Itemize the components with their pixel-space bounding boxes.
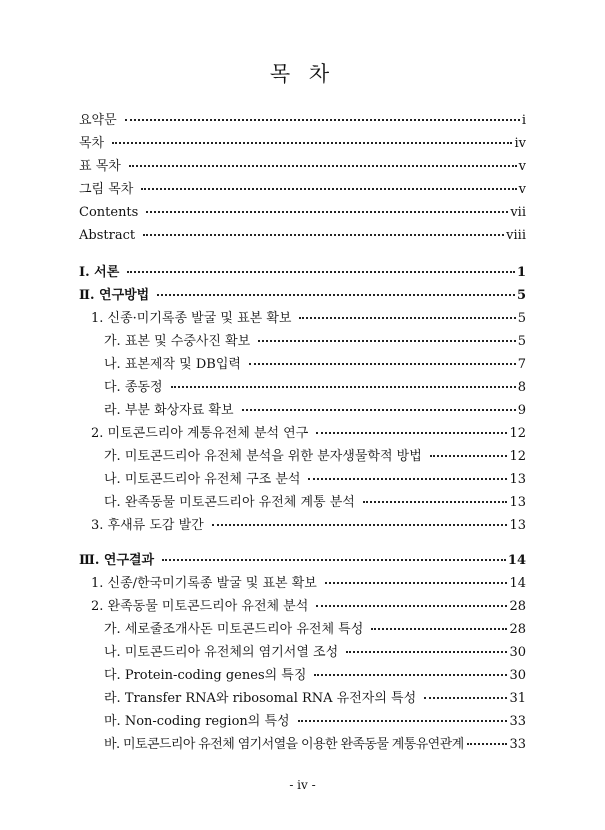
toc-item[interactable]	[79, 399, 526, 422]
toc-label: 가. 미토콘드리아 유전체 분석을 위한 분자생물학적 방법	[104, 449, 422, 464]
toc-label: Ⅲ. 연구결과	[79, 553, 155, 568]
toc-label: 가. 표본 및 수중사진 확보	[104, 334, 251, 349]
dot-leader	[212, 523, 508, 526]
dot-leader	[242, 408, 516, 411]
dot-leader	[143, 233, 504, 236]
dot-leader	[258, 339, 515, 342]
toc-item[interactable]	[79, 330, 526, 353]
toc-page: 14	[507, 553, 526, 568]
toc-page: v	[518, 159, 526, 174]
toc-page: 8	[517, 380, 526, 395]
toc-label: 나. 표본제작 및 DB입력	[104, 357, 241, 372]
dot-leader	[346, 650, 507, 653]
dot-leader	[129, 164, 517, 167]
toc-entry-summary[interactable]	[79, 109, 526, 132]
toc-page: 1	[516, 265, 526, 280]
toc-entry-abstract[interactable]	[79, 224, 526, 247]
dot-leader	[424, 696, 507, 699]
toc-label: 다. 종동정	[104, 380, 163, 395]
dot-leader	[127, 270, 515, 273]
toc-item[interactable]	[79, 687, 526, 710]
dot-leader	[298, 719, 508, 722]
toc-page: 28	[509, 622, 526, 637]
toc-label: 3. 후새류 도감 발간	[91, 518, 204, 533]
toc-page: v	[518, 182, 526, 197]
dot-leader	[162, 558, 506, 561]
toc-page: 14	[509, 576, 526, 591]
toc-label: 다. 완족동물 미토콘드리아 유전체 계통 분석	[104, 495, 355, 510]
page-footer: - iv -	[289, 778, 316, 792]
toc-entry-figures[interactable]	[79, 178, 526, 201]
page-title: 목 차	[269, 62, 336, 86]
toc-page: 31	[509, 691, 526, 706]
toc-page: 33	[509, 737, 526, 752]
dot-leader	[157, 293, 515, 296]
toc-page: vii	[510, 205, 526, 220]
toc-label: 가. 세로줄조개사돈 미토콘드리아 유전체 특성	[104, 622, 364, 637]
toc-label: 표 목차	[79, 159, 121, 174]
toc-entry-contents-en[interactable]	[79, 201, 526, 224]
toc-page: 30	[509, 645, 526, 660]
toc-label: 나. 미토콘드리아 유전체의 염기서열 조성	[104, 645, 339, 660]
toc-page: 9	[517, 403, 526, 418]
dot-leader	[316, 431, 507, 434]
toc-page: 5	[517, 334, 526, 349]
toc-page: iv	[514, 136, 526, 151]
dot-leader	[325, 581, 508, 584]
dot-leader	[363, 500, 508, 503]
toc-label: Abstract	[79, 228, 136, 243]
toc-label: 2. 완족동물 미토콘드리아 유전체 분석	[91, 599, 309, 614]
toc-label: 라. Transfer RNA와 ribosomal RNA 유전자의 특성	[104, 691, 417, 706]
toc-item[interactable]	[79, 641, 526, 664]
toc-label: 2. 미토콘드리아 계통유전체 분석 연구	[91, 426, 309, 441]
toc-page: 30	[509, 668, 526, 683]
toc-page: 13	[509, 495, 526, 510]
dot-leader	[299, 316, 515, 319]
toc-item[interactable]	[79, 618, 526, 641]
toc-section-2-3[interactable]	[79, 514, 526, 537]
toc-item[interactable]	[79, 710, 526, 733]
toc-item[interactable]	[79, 664, 526, 687]
dot-leader	[467, 742, 508, 745]
dot-leader	[371, 627, 507, 630]
toc-item[interactable]	[79, 733, 526, 756]
toc-section-2-1[interactable]	[79, 307, 526, 330]
toc-section-3-2[interactable]	[79, 595, 526, 618]
toc-page: viii	[506, 228, 526, 243]
toc-page: 13	[509, 472, 526, 487]
dot-leader	[314, 673, 507, 676]
toc-page: 28	[509, 599, 526, 614]
toc-item[interactable]	[79, 376, 526, 399]
toc-label: 바. 미토콘드리아 유전체 염기서열을 이용한 완족동물 계통유연관계	[104, 737, 464, 752]
toc-entry-tables[interactable]	[79, 155, 526, 178]
toc-item[interactable]	[79, 491, 526, 514]
dot-leader	[430, 454, 508, 457]
toc-chapter-2[interactable]	[79, 284, 526, 307]
toc-item[interactable]	[79, 353, 526, 376]
toc-item[interactable]	[79, 445, 526, 468]
toc-page: 13	[509, 518, 526, 533]
toc-page: 12	[509, 449, 526, 464]
dot-leader	[249, 362, 516, 365]
toc-label: 다. Protein-coding genes의 특징	[104, 668, 307, 683]
dot-leader	[316, 604, 507, 607]
toc-label: Contents	[79, 205, 139, 220]
dot-leader	[141, 187, 516, 190]
toc-label: 라. 부분 화상자료 확보	[104, 403, 234, 418]
toc-chapter-1[interactable]	[79, 261, 526, 284]
toc-label: Ⅱ. 연구방법	[79, 288, 150, 303]
toc-label: 마. Non-coding region의 특성	[104, 714, 290, 729]
toc-section-2-2[interactable]	[79, 422, 526, 445]
toc-page: 33	[509, 714, 526, 729]
toc-label: 나. 미토콘드리아 유전체 구조 분석	[104, 472, 301, 487]
table-of-contents	[79, 109, 526, 756]
toc-label: 그림 목차	[79, 182, 134, 197]
toc-label: 1. 신종·미기록종 발굴 및 표본 확보	[91, 311, 292, 326]
toc-page: i	[521, 113, 526, 128]
toc-label: 1. 신종/한국미기록종 발굴 및 표본 확보	[91, 576, 317, 591]
dot-leader	[308, 477, 507, 480]
toc-page: 7	[517, 357, 526, 372]
dot-leader	[146, 210, 508, 213]
toc-chapter-3[interactable]	[79, 549, 526, 572]
toc-page: 5	[516, 288, 526, 303]
toc-section-3-1[interactable]	[79, 572, 526, 595]
toc-label: 목차	[79, 136, 105, 151]
toc-label: 요약문	[79, 113, 117, 128]
dot-leader	[125, 118, 520, 121]
toc-label: Ⅰ. 서론	[79, 265, 120, 280]
dot-leader	[112, 141, 512, 144]
toc-entry-contents[interactable]	[79, 132, 526, 155]
toc-page: 12	[509, 426, 526, 441]
toc-item[interactable]	[79, 468, 526, 491]
dot-leader	[171, 385, 516, 388]
toc-page: 5	[517, 311, 526, 326]
